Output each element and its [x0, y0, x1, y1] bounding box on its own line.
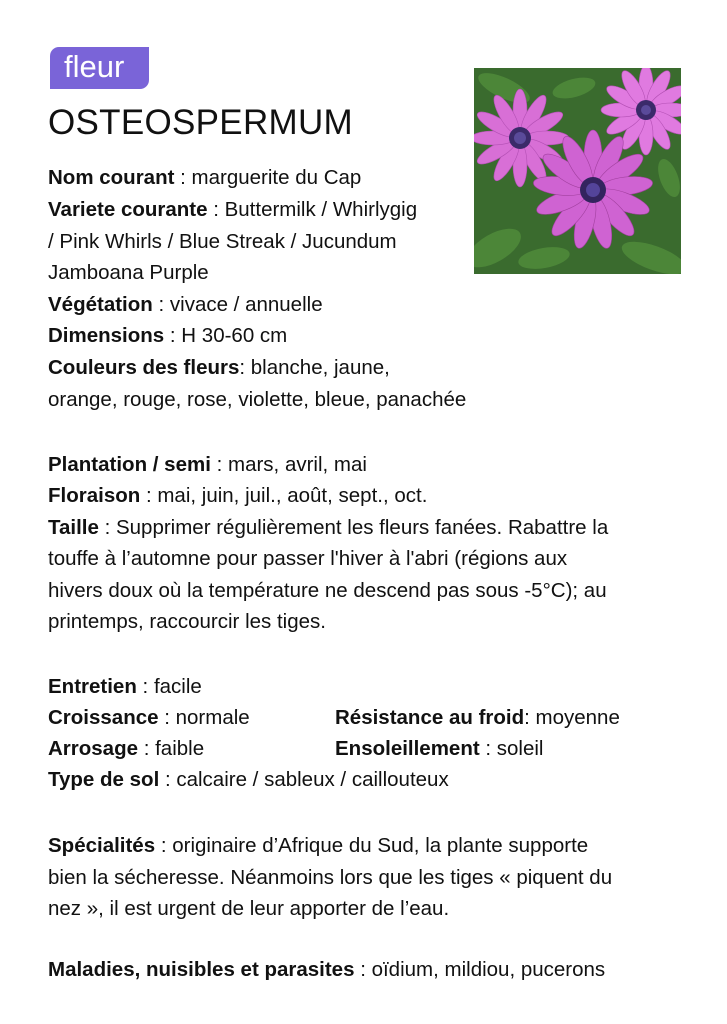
value-resistance: : moyenne	[524, 706, 620, 729]
info-entretien	[48, 671, 202, 702]
value-ensoleillement: : soleil	[479, 737, 544, 760]
flower-photo	[474, 68, 681, 274]
label-sol: Type de sol	[48, 768, 160, 791]
value-croissance: : normale	[158, 706, 250, 729]
label-dimensions: Dimensions	[48, 324, 165, 347]
info-taille-cont-3: printemps, raccourcir les tiges.	[48, 610, 326, 633]
info-variete-cont-2: Jamboana Purple	[48, 261, 209, 284]
info-variete	[48, 194, 417, 225]
label-ensoleillement: Ensoleillement	[335, 737, 480, 760]
label-vegetation: Végétation	[48, 293, 153, 316]
value-entretien: : facile	[136, 675, 202, 698]
label-maladies: Maladies, nuisibles et parasites	[48, 958, 355, 981]
info-specialites	[48, 830, 588, 861]
info-taille-cont-1: touffe à l’automne pour passer l'hiver à l'abri (régions aux	[48, 547, 568, 570]
info-ensoleillement	[335, 733, 544, 764]
value-dimensions: : H 30-60 cm	[164, 324, 288, 347]
label-resistance: Résistance au froid	[335, 706, 525, 729]
info-floraison	[48, 480, 427, 511]
label-plantation: Plantation / semi	[48, 453, 211, 476]
label-couleurs: Couleurs des fleurs	[48, 356, 240, 379]
value-nom-courant: : marguerite du Cap	[174, 166, 362, 189]
value-couleurs: : blanche, jaune,	[239, 356, 390, 379]
info-variete-cont-1: / Pink Whirls / Blue Streak / Jucundum	[48, 230, 397, 253]
category-badge: fleur	[50, 47, 149, 89]
info-taille-cont-2: hivers doux où la température ne descend pas sous -5°C); au	[48, 579, 607, 602]
info-sol	[48, 764, 449, 795]
value-maladies: : oïdium, mildiou, pucerons	[354, 958, 606, 981]
info-specialites-cont-2: nez », il est urgent de leur apporter de l’eau.	[48, 897, 450, 920]
label-variete: Variete courante	[48, 198, 208, 221]
info-nom-courant	[48, 162, 361, 193]
value-arrosage: : faible	[138, 737, 205, 760]
value-plantation: : mars, avril, mai	[210, 453, 367, 476]
info-couleurs	[48, 352, 390, 383]
info-couleurs-cont: orange, rouge, rose, violette, bleue, panachée	[48, 388, 467, 411]
value-floraison: : mai, juin, juil., août, sept., oct.	[140, 484, 428, 507]
info-maladies	[48, 954, 605, 985]
label-croissance: Croissance	[48, 706, 159, 729]
info-resistance	[335, 702, 620, 733]
value-taille: : Supprimer régulièrement les fleurs fanées. Rabattre la	[98, 516, 609, 539]
value-variete: : Buttermilk / Whirlygig	[207, 198, 418, 221]
info-specialites-cont-1: bien la sécheresse. Néanmoins lors que les tiges « piquent du	[48, 866, 613, 889]
label-specialites: Spécialités	[48, 834, 156, 857]
info-vegetation	[48, 289, 323, 320]
label-taille: Taille	[48, 516, 99, 539]
value-sol: : calcaire / sableux / caillouteux	[159, 768, 449, 791]
label-floraison: Floraison	[48, 484, 141, 507]
info-dimensions	[48, 320, 287, 351]
label-arrosage: Arrosage	[48, 737, 139, 760]
label-nom-courant: Nom courant	[48, 166, 175, 189]
value-vegetation: : vivace / annuelle	[152, 293, 323, 316]
info-arrosage	[48, 733, 204, 764]
info-croissance	[48, 702, 250, 733]
page-title: OSTEOSPERMUM	[48, 103, 354, 142]
info-taille	[48, 512, 608, 543]
label-entretien: Entretien	[48, 675, 137, 698]
info-plantation	[48, 449, 367, 480]
value-specialites: : originaire d’Afrique du Sud, la plante supporte	[155, 834, 589, 857]
